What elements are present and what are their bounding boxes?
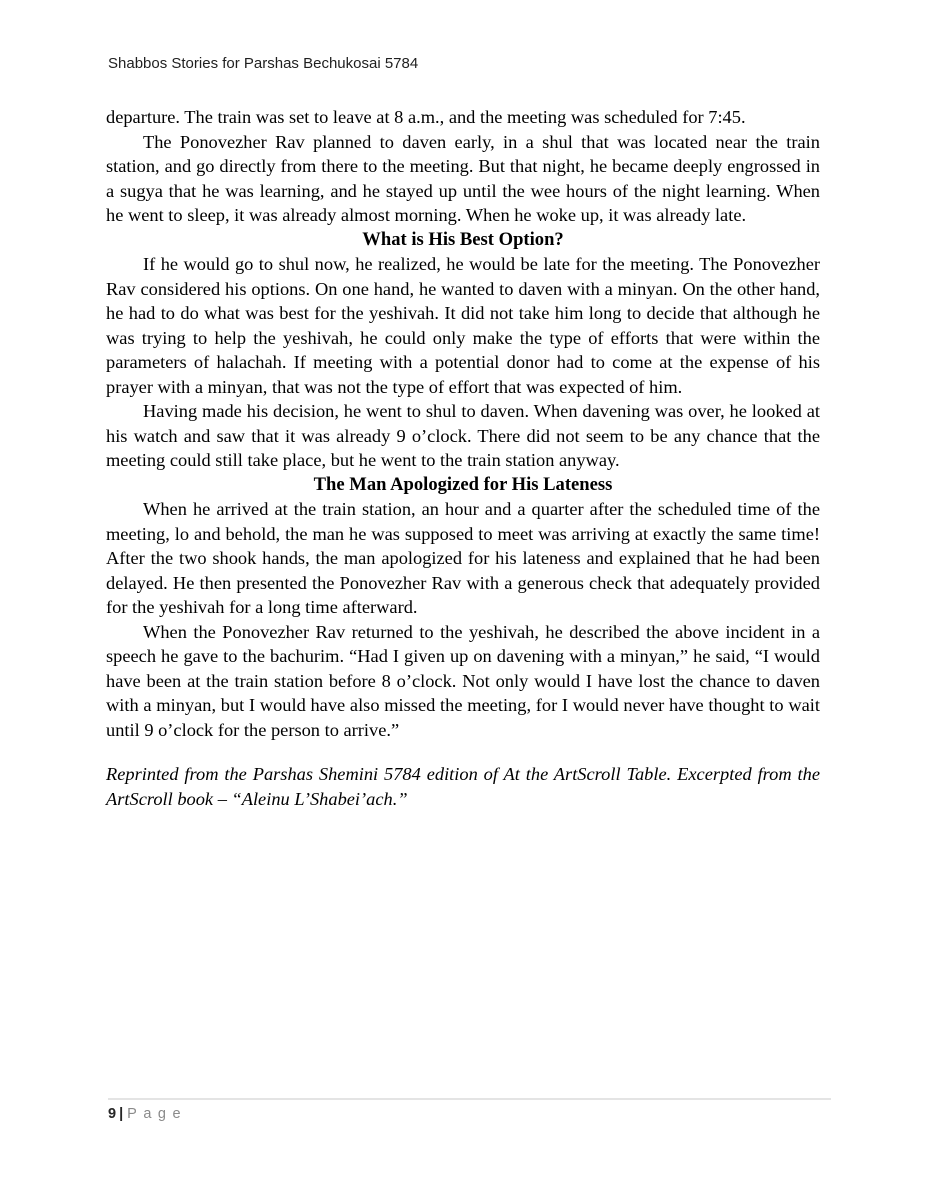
footer-text	[108, 1105, 831, 1123]
footer-separator: |	[119, 1106, 124, 1122]
document-header-title: Shabbos Stories for Parshas Bechukosai 5784	[108, 55, 419, 72]
section-heading-man-apologized: The Man Apologized for His Lateness	[313, 473, 613, 495]
paragraph-went-to-shul: Having made his decision, he went to shul to daven. When davening was over, he looked at his watch and saw that it was already 9 o’clock. There did not seem to be any chance that the meeting could still take place, but he went to the train station anyway.	[106, 401, 820, 470]
section-heading-best-option: What is His Best Option?	[362, 228, 564, 250]
footer-page-label: Page	[127, 1106, 188, 1122]
footer-page-number: 9	[108, 1106, 117, 1122]
paragraph-arrived-at-station: When he arrived at the train station, an hour and a quarter after the scheduled time of the meeting, lo and behold, the man he was supposed to meet was arriving at exactly the same time! After the two shook hands, the man apologized for his lateness and explained that he had been delayed. He then presented the Ponovezher Rav with a generous check that adequately provided for the yeshivah for a long time afterward.	[106, 499, 820, 617]
paragraph-considered-options: If he would go to shul now, he realized, he would be late for the meeting. The Ponovezher Rav considered his options. On one hand, he wanted to daven with a minyan. On the other hand, he had to do what was best for the yeshivah. It did not take him long to decide that although he was trying to help the yeshivah, he could only make the type of efforts that were within the parameters of halachah. If meeting with a potential donor had to come at the expense of his prayer with a minyan, that was not the type of effort that was expected of him.	[106, 254, 820, 397]
paragraph-departure: departure. The train was set to leave at 8 a.m., and the meeting was scheduled for 7:45.	[106, 107, 746, 127]
attribution-note: Reprinted from the Parshas Shemini 5784 edition of At the ArtScroll Table. Excerpted from the ArtScroll book – “Aleinu L’Shabei’ach.”	[106, 764, 820, 809]
paragraph-planned-to-daven: The Ponovezher Rav planned to daven early, in a shul that was located near the train station, and go directly from there to the meeting. But that night, he became deeply engrossed in a sugya that he was learning, and he stayed up until the wee hours of the night learning. When he went to sleep, it was already almost morning. When he woke up, it was already late.	[106, 131, 820, 225]
document-body	[106, 105, 820, 811]
page-footer	[108, 1098, 831, 1123]
footer-divider-line	[108, 1098, 831, 1100]
paragraph-returned-to-yeshivah: When the Ponovezher Rav returned to the yeshivah, he described the above incident in a speech he gave to the bachurim. “Had I given up on davening with a minyan,” he said, “I would have been at the train station before 8 o’clock. Not only would I have lost the chance to daven with a minyan, but I would have also missed the meeting, for I would never have thought to wait until 9 o’clock for the person to arrive.”	[106, 621, 820, 740]
